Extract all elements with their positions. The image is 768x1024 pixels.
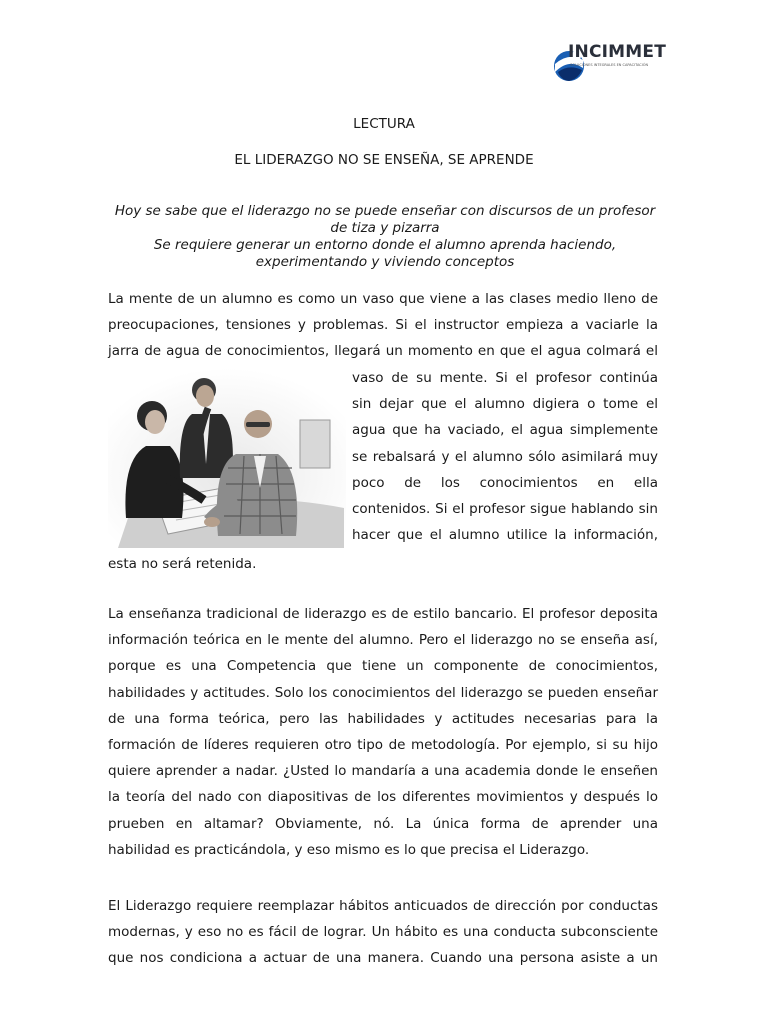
paragraph-line: de una forma teórica, pero las habilidades y actitudes necesarias para la (108, 710, 658, 727)
paragraph-line: La enseñanza tradicional de liderazgo es de estilo bancario. El profesor deposita (108, 606, 658, 622)
paragraph-line: vaso de su mente. Si el profesor continúa (352, 370, 658, 386)
paragraph-2 (108, 601, 658, 863)
paragraph-line: formación de líderes requieren otro tipo de metodología. Por ejemplo, si su hijo (108, 737, 658, 754)
paragraph-line: contenidos. Si el profesor sigue hablando sin (352, 501, 658, 518)
paragraph-line: jarra de agua de conocimientos, llegará un momento en que el agua colmará el (108, 343, 658, 360)
paragraph-line: sin dejar que el alumno digiera o tome el (352, 396, 658, 413)
paragraph-line: El Liderazgo requiere reemplazar hábitos anticuados de dirección por conductas (108, 898, 658, 914)
paragraph-line: que nos condiciona a actuar de una manera. Cuando una persona asiste a un (108, 950, 658, 967)
paragraph-line: información teórica en le mente del alumno. Pero el liderazgo no se enseña así, (108, 632, 658, 649)
paragraph-line: hacer que el alumno utilice la información, (352, 527, 658, 544)
meeting-photo (108, 368, 346, 548)
paragraph-3 (108, 893, 658, 972)
intro-quote (100, 203, 670, 271)
paragraph-line: la teoría del nado con diapositivas de los diferentes movimientos y después lo (108, 789, 658, 806)
paragraph-line: esta no será retenida. (108, 556, 257, 572)
paragraph-line: preocupaciones, tensiones y problemas. Si el instructor empieza a vaciarle la (108, 317, 658, 334)
incimmet-logo (552, 42, 664, 84)
paragraph-line: prueben en altamar? Obviamente, nó. La única forma de aprender una (108, 815, 658, 832)
logo-tagline: SOLUCIONES INTEGRALES EN CAPACITACIÓN (570, 63, 649, 67)
intro-line: de tiza y pizarra (330, 220, 440, 236)
paragraph-line: agua que ha vaciado, el agua simplemente (352, 422, 658, 439)
paragraph-line: poco de los conocimientos en ella (352, 474, 658, 491)
paragraph-1-tail (108, 551, 658, 577)
paragraph-line: quiere aprender a nadar. ¿Usted lo mandaría a una academia donde le enseñen (108, 763, 658, 780)
document-title: LECTURA (353, 116, 415, 132)
paragraph-line: habilidades y actitudes. Solo los conocimientos del liderazgo se pueden enseñar (108, 684, 658, 701)
intro-line: Hoy se sabe que el liderazgo no se puede enseñar con discursos de un profesor (114, 203, 656, 219)
intro-line: Se requiere generar un entorno donde el alumno aprenda haciendo, (153, 237, 617, 253)
paragraph-line: La mente de un alumno es como un vaso que viene a las clases medio lleno de (108, 291, 658, 307)
logo-wordmark: INCIMMET (568, 42, 666, 62)
paragraph-line: se rebalsará y el alumno sólo asimilará muy (352, 448, 658, 465)
paragraph-line: porque es una Competencia que tiene un componente de conocimientos, (108, 658, 658, 675)
paragraph-1-wrapped (352, 365, 658, 548)
document-subtitle: EL LIDERAZGO NO SE ENSEÑA, SE APRENDE (234, 152, 534, 168)
paragraph-line: modernas, y eso no es fácil de lograr. Un hábito es una conducta subconsciente (108, 924, 658, 941)
paragraph-1 (108, 286, 658, 365)
intro-line: experimentando y viviendo conceptos (255, 254, 515, 270)
paragraph-line: habilidad es practicándola, y eso mismo es lo que precisa el Liderazgo. (108, 841, 590, 858)
